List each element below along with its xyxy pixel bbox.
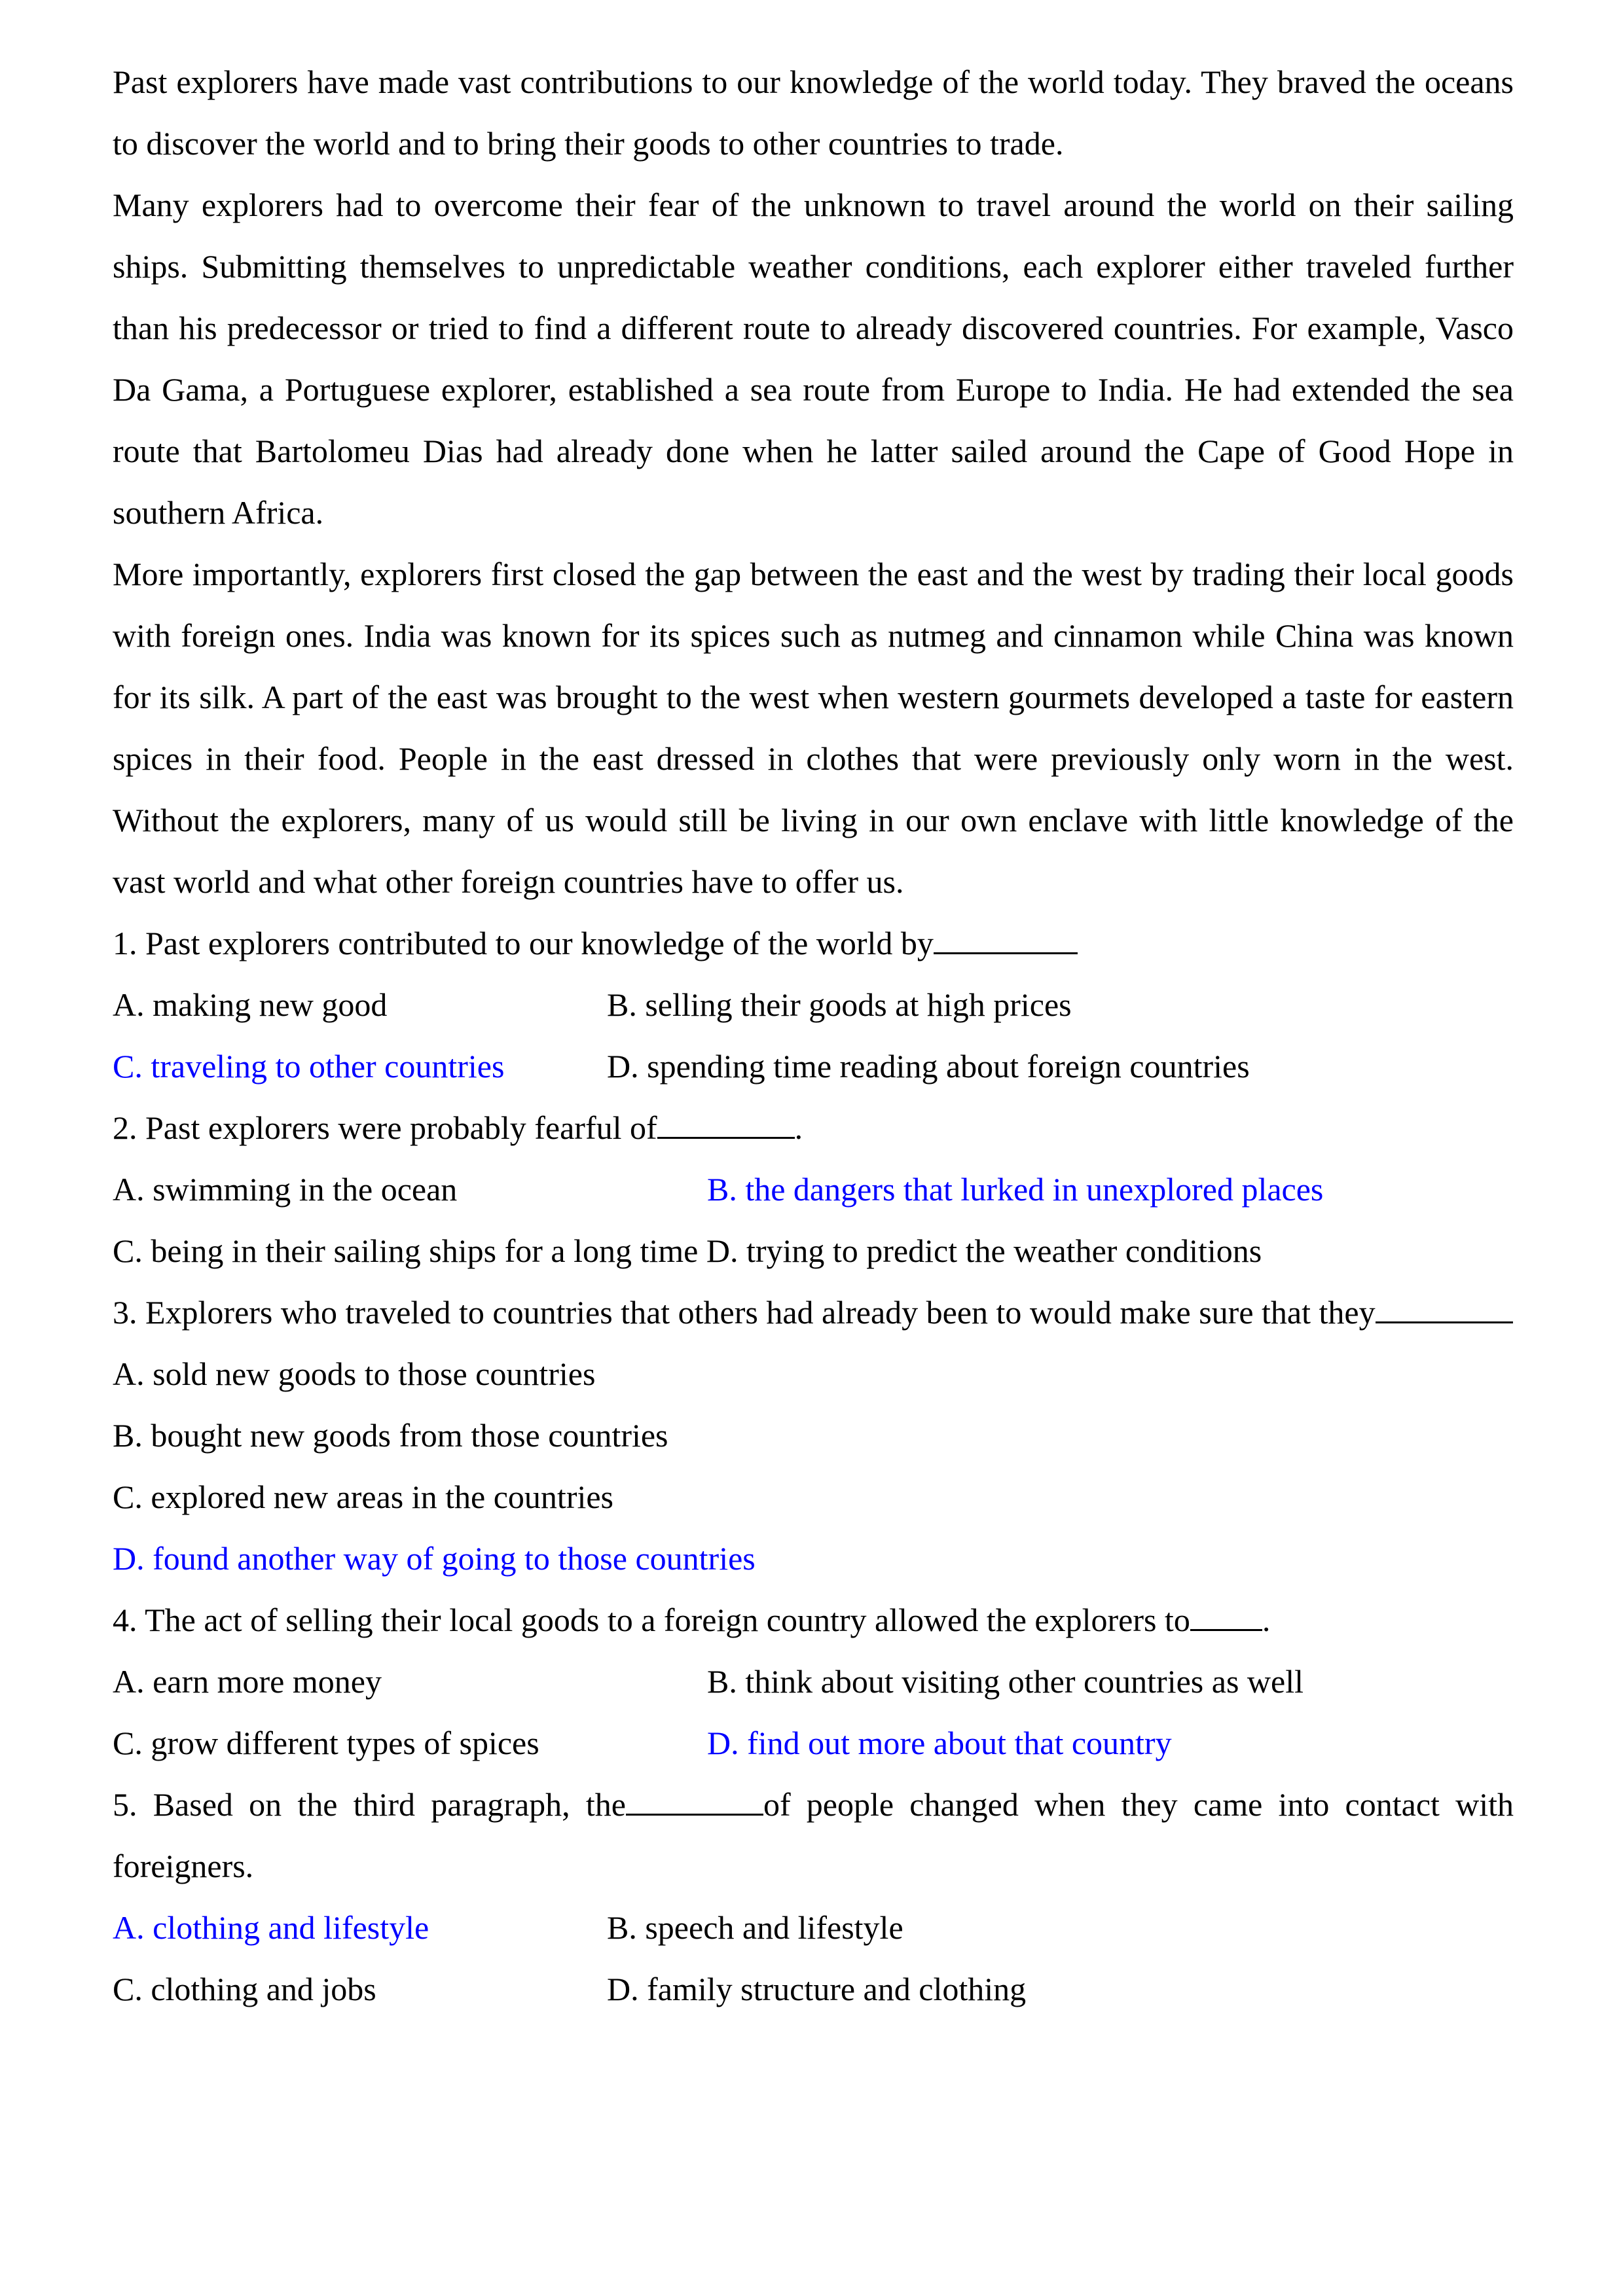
question-3-stem: 3. Explorers who traveled to countries that others had already been to would make sure that they: [113, 1282, 1514, 1343]
question-2-stem: 2. Past explorers were probably fearful of .: [113, 1109, 803, 1146]
option-4d-correct: D. find out more about that country: [707, 1725, 1172, 1761]
option-5b: B. speech and lifestyle: [607, 1909, 903, 1946]
option-3c: C. explored new areas in the countries: [113, 1479, 614, 1515]
options-row: [113, 1897, 1514, 1958]
question-5-stem: 5. Based on the third paragraph, the of people changed when they came into contact with foreigners.: [113, 1786, 1514, 1884]
options-row: [113, 1220, 1514, 1282]
option-3d-correct: D. found another way of going to those countries: [113, 1540, 756, 1577]
options-row: [113, 1158, 1514, 1220]
question-4-stem: 4. The act of selling their local goods to a foreign country allowed the explorers to .: [113, 1602, 1271, 1638]
options-row: [113, 1712, 1514, 1774]
option-3a: A. sold new goods to those countries: [113, 1355, 596, 1392]
options-row: [113, 974, 1514, 1035]
options-row: [113, 1958, 1514, 2020]
option-2a: A. swimming in the ocean: [113, 1171, 458, 1208]
question-3: [113, 1282, 1514, 1589]
option-1b: B. selling their goods at high prices: [607, 986, 1072, 1023]
answer-blank: [626, 1787, 763, 1816]
options-row: [113, 1035, 1514, 1097]
document-page: [113, 51, 1514, 2020]
passage-paragraph-3: More importantly, explorers first closed the gap between the east and the west by trading their local goods with foreign ones. India was known for its spices such as nutmeg and cinnamon while China was known for its silk. A part of the east was brought to the west when western gourmets developed a taste for eastern spices in their food. People in the east dressed in clothes that were previously only worn in the west. Without the explorers, many of us would still be living in our own enclave with little knowledge of the vast world and what other foreign countries have to offer us.: [113, 556, 1514, 900]
question-4: [113, 1589, 1514, 1774]
option-2c: C. being in their sailing ships for a long time: [113, 1232, 699, 1269]
passage-paragraph-2: Many explorers had to overcome their fear of the unknown to travel around the world on their sailing ships. Submitting themselves to unpredictable weather conditions, each explorer either traveled further than his predecessor or tried to find a different route to already discovered countries. For example, Vasco Da Gama, a Portuguese explorer, established a sea route from Europe to India. He had extended the sea route that Bartolomeu Dias had already done when he latter sailed around the Cape of Good Hope in southern Africa.: [113, 187, 1514, 531]
question-1: [113, 912, 1514, 1097]
option-2d: D. trying to predict the weather conditions: [706, 1232, 1262, 1269]
answer-blank: [1190, 1603, 1262, 1631]
option-4b: B. think about visiting other countries as well: [707, 1663, 1304, 1700]
option-5a-correct: A. clothing and lifestyle: [113, 1909, 429, 1946]
option-1d: D. spending time reading about foreign countries: [607, 1048, 1250, 1085]
option-5d: D. family structure and clothing: [607, 1971, 1027, 2007]
options-row: [113, 1651, 1514, 1712]
option-4a: A. earn more money: [113, 1663, 382, 1700]
answer-blank: [657, 1111, 795, 1139]
option-3b: B. bought new goods from those countries: [113, 1417, 668, 1454]
passage-paragraph-1: Past explorers have made vast contributions to our knowledge of the world today. They braved the oceans to discover the world and to bring their goods to other countries to trade.: [113, 63, 1514, 162]
option-1c-correct: C. traveling to other countries: [113, 1048, 505, 1085]
question-1-stem: 1. Past explorers contributed to our knowledge of the world by: [113, 912, 1514, 974]
option-2b-correct: B. the dangers that lurked in unexplored places: [707, 1171, 1324, 1208]
option-5c: C. clothing and jobs: [113, 1971, 376, 2007]
answer-blank: [1376, 1295, 1513, 1323]
question-5: [113, 1774, 1514, 2020]
answer-blank: [934, 926, 1078, 954]
question-2: [113, 1097, 1514, 1282]
option-4c: C. grow different types of spices: [113, 1725, 539, 1761]
option-1a: A. making new good: [113, 986, 388, 1023]
